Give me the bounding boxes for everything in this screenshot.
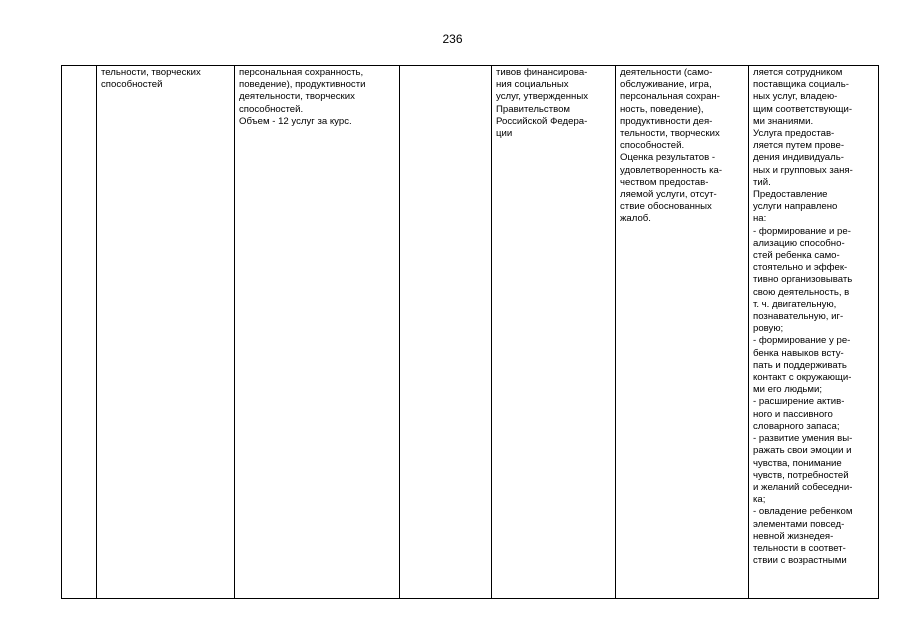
cell-service-description	[235, 66, 400, 599]
cell-service-name	[97, 66, 235, 599]
cell-quality-indicators	[616, 66, 749, 599]
text-line: Правительством	[496, 103, 571, 115]
services-table	[61, 65, 879, 599]
text-line: стей ребенка само-	[753, 250, 840, 262]
text-line: ализацию способно-	[753, 237, 845, 249]
text-line: ляемой услуги, отсут-	[620, 189, 717, 201]
text-line: пать и поддерживать	[753, 359, 847, 371]
text-line: бенка навыков всту-	[753, 347, 844, 359]
text-line: контакт с окружающи-	[753, 372, 852, 384]
text-line: деятельности (само-	[620, 67, 713, 78]
text-line: чувства, понимание	[753, 457, 842, 469]
text-line: - формирование и ре-	[753, 225, 851, 237]
text-line: дения индивидуаль-	[753, 152, 844, 164]
text-line: элементами повсед-	[753, 518, 845, 530]
text-line: стоятельно и эффек-	[753, 262, 848, 274]
text-line: Предоставление	[753, 189, 828, 201]
text-line: тий.	[753, 176, 771, 188]
text-line: ствие обоснованных	[620, 201, 712, 213]
text-line: тивно организовывать	[753, 274, 853, 286]
text-line: способностей.	[620, 140, 685, 152]
text-line: ных и групповых заня-	[753, 164, 853, 176]
text-line: ровую;	[753, 323, 784, 335]
text-line: чувств, потребностей	[753, 469, 849, 481]
cell-tariff	[492, 66, 616, 599]
text-line: способностей.	[239, 103, 304, 115]
text-line: - расширение актив-	[753, 396, 845, 408]
text-line: и желаний собеседни-	[753, 481, 853, 493]
text-line: - овладение ребенком	[753, 506, 853, 518]
text-line: - формирование у ре-	[753, 335, 851, 347]
text-line: ния социальных	[496, 79, 569, 91]
text-line: невной жизнедея-	[753, 530, 834, 542]
text-line: ных услуг, владею-	[753, 91, 838, 103]
text-line: деятельности, творческих	[239, 91, 355, 103]
text-line: Объем - 12 услуг за курс.	[239, 115, 352, 127]
text-line: тельности, творческих	[101, 67, 201, 78]
text-line: поставщика социаль-	[753, 79, 849, 91]
text-line: чеством предостав-	[620, 176, 709, 188]
text-line: продуктивности дея-	[620, 115, 713, 127]
text-line: персональная сохран-	[620, 91, 720, 103]
text-line: т. ч. двигательную,	[753, 298, 837, 310]
text-line: Российской Федера-	[496, 115, 588, 127]
text-line: жалоб.	[620, 213, 651, 225]
text-line: персональная сохранность,	[239, 67, 364, 78]
text-line: ляется сотрудником	[753, 67, 843, 78]
text-line: ми знаниями.	[753, 115, 814, 127]
text-line: на:	[753, 213, 767, 225]
text-line: словарного запаса;	[753, 420, 840, 432]
text-line: - развитие умения вы-	[753, 433, 853, 445]
text-line: ми его людьми;	[753, 384, 823, 396]
text-line: удовлетворенность ка-	[620, 164, 723, 176]
text-line: услуги направлено	[753, 201, 838, 213]
text-line: ность, поведение),	[620, 103, 704, 115]
text-line: Оценка результатов -	[620, 152, 716, 164]
text-line: познавательную, иг-	[753, 311, 844, 323]
page-number: 236	[442, 32, 463, 46]
text-line: ка;	[753, 494, 766, 506]
text-line: ного и пассивного	[753, 408, 833, 420]
cell-number	[62, 66, 97, 599]
table-row	[62, 66, 879, 599]
text-line: способностей	[101, 79, 163, 91]
cell-delivery-time	[400, 66, 492, 599]
text-line: тельности в соответ-	[753, 542, 846, 554]
text-line: щим соответствующи-	[753, 103, 853, 115]
text-line: свою деятельность, в	[753, 286, 850, 298]
text-line: тельности, творческих	[620, 128, 720, 140]
text-line: ствии с возрастными	[753, 555, 847, 567]
text-line: ражать свои эмоции и	[753, 445, 852, 457]
text-line: обслуживание, игра,	[620, 79, 712, 91]
text-line: тивов финансирова-	[496, 67, 588, 78]
text-line: ляется путем прове-	[753, 140, 845, 152]
text-line: Услуга предостав-	[753, 128, 835, 140]
cell-conditions	[749, 66, 879, 599]
text-line: услуг, утвержденных	[496, 91, 589, 103]
text-line: поведение), продуктивности	[239, 79, 366, 91]
text-line: ции	[496, 128, 513, 140]
